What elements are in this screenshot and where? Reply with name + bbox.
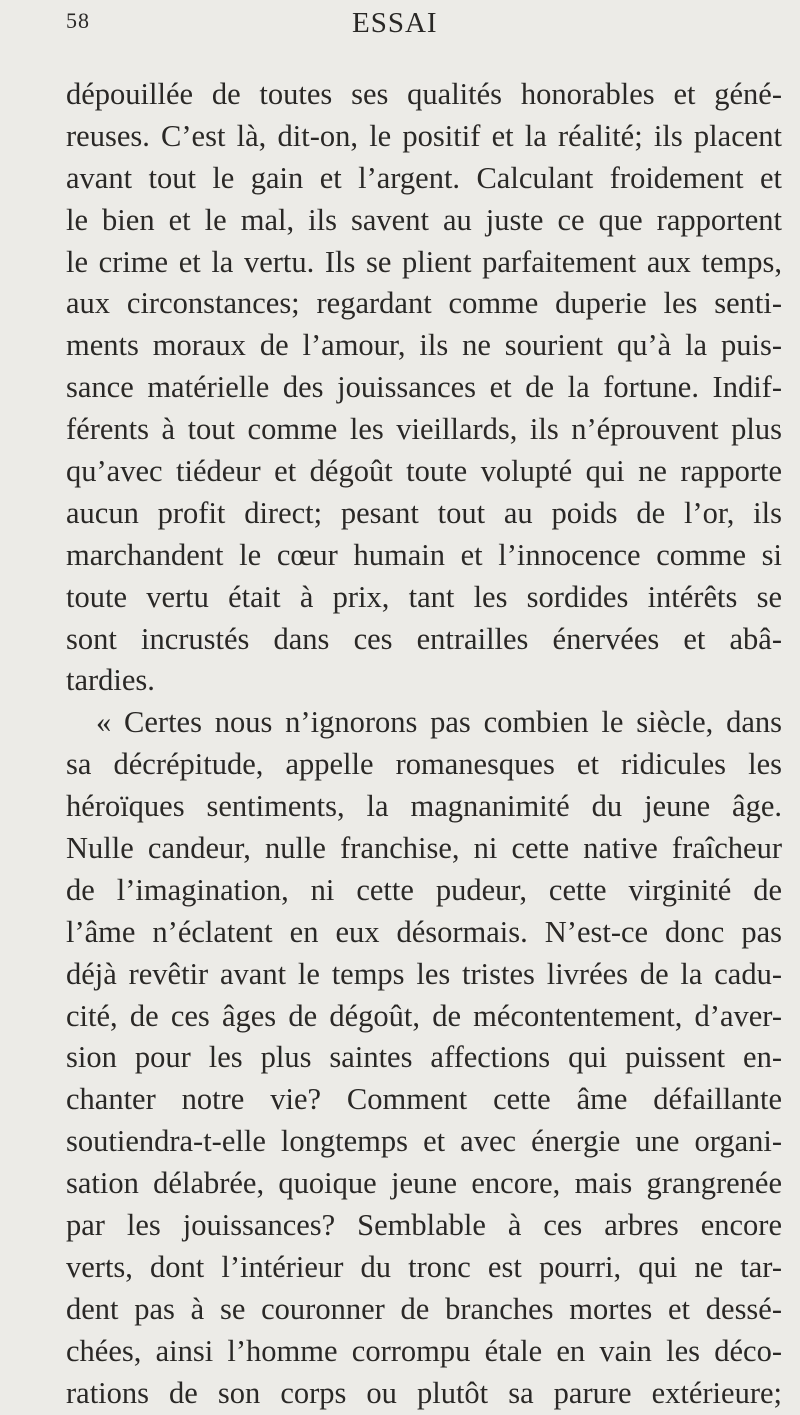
text-line: qu’avec tiédeur et dégoût toute volupté qui ne rapporte xyxy=(66,454,782,489)
text-line: cité, de ces âges de dégoût, de mécontentement, d’aver- xyxy=(66,998,782,1033)
page-number: 58 xyxy=(66,8,90,33)
text-line: marchandent le cœur humain et l’innocence comme si xyxy=(66,537,782,572)
text-line: rations de son corps ou plutôt sa parure extérieure; xyxy=(66,1375,782,1410)
text-line: le bien et le mal, ils savent au juste ce que rapportent xyxy=(66,202,782,237)
text-line: sation délabrée, quoique jeune encore, mais grangrenée xyxy=(66,1166,782,1201)
text-line: par les jouissances? Semblable à ces arbres encore xyxy=(66,1208,782,1243)
text-line: dépouillée de toutes ses qualités honorables et géné- xyxy=(66,77,782,111)
text-line: chanter notre vie? Comment cette âme défaillante xyxy=(66,1082,782,1117)
text-line: chées, ainsi l’homme corrompu étale en vain les déco- xyxy=(66,1333,782,1368)
text-line: avant tout le gain et l’argent. Calculant froidement et xyxy=(66,160,782,195)
text-line: reuses. C’est là, dit-on, le positif et la réalité; ils placent xyxy=(66,118,782,153)
running-title: ESSAI xyxy=(352,7,438,39)
text-line: sont incrustés dans ces entrailles énervées et abâ- xyxy=(66,621,782,656)
paragraph-end-line: tardies. xyxy=(66,663,155,698)
text-line: déjà revêtir avant le temps les tristes livrées de la cadu- xyxy=(66,956,782,991)
text-line: le crime et la vertu. Ils se plient parfaitement aux temps, xyxy=(66,244,782,279)
text-line: l’âme n’éclatent en eux désormais. N’est-ce donc pas xyxy=(66,914,782,949)
text-line: dent pas à se couronner de branches mortes et dessé- xyxy=(66,1291,782,1326)
text-line: aucun profit direct; pesant tout au poids de l’or, ils xyxy=(66,495,782,530)
paragraph-start-line: « Certes nous n’ignorons pas combien le siècle, dans xyxy=(96,705,782,740)
text-line: ments moraux de l’amour, ils ne sourient qu’à la puis- xyxy=(66,328,782,363)
text-line: aux circonstances; regardant comme duperie les senti- xyxy=(66,286,782,321)
text-line: férents à tout comme les vieillards, ils n’éprouvent plus xyxy=(66,412,782,447)
text-line: toute vertu était à prix, tant les sordides intérêts se xyxy=(66,579,782,614)
text-line: soutiendra-t-elle longtemps et avec énergie une organi- xyxy=(66,1124,782,1159)
text-line: sance matérielle des jouissances et de la fortune. Indif- xyxy=(66,370,782,405)
body-text xyxy=(66,74,782,1415)
text-line: sion pour les plus saintes affections qui puissent en- xyxy=(66,1040,782,1075)
text-line: Nulle candeur, nulle franchise, ni cette native fraîcheur xyxy=(66,831,782,866)
text-line: verts, dont l’intérieur du tronc est pourri, qui ne tar- xyxy=(66,1249,782,1284)
text-line: héroïques sentiments, la magnanimité du jeune âge. xyxy=(66,789,782,824)
text-line: de l’imagination, ni cette pudeur, cette virginité de xyxy=(66,872,782,907)
text-line: sa décrépitude, appelle romanesques et ridicules les xyxy=(66,747,782,782)
